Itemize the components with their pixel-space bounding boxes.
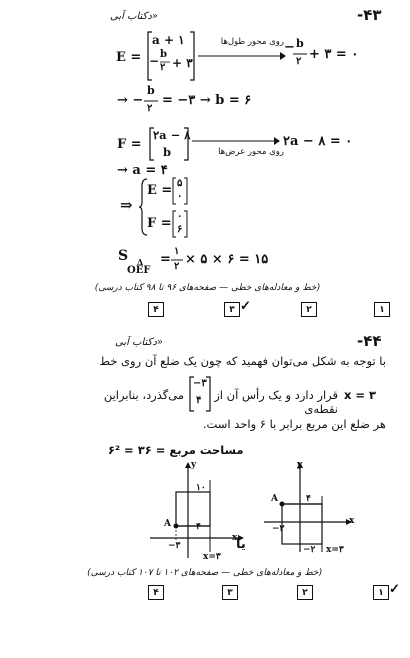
q43-option-3[interactable]: ۳ — [224, 302, 240, 317]
q44-option-1[interactable]: ۱ — [373, 585, 389, 600]
left-graph-y-label: y — [191, 460, 197, 470]
question-43-source: دکتاب آبی» — [110, 11, 158, 22]
step1-den: ۲ — [147, 103, 153, 114]
e-final-top: ۵ — [177, 178, 183, 189]
step1-num: b — [147, 84, 155, 97]
left-graph-xline-label: x=۳ — [203, 552, 221, 562]
e-result-den: ۲ — [296, 56, 302, 67]
q44-line2-post: می‌گذرد، بنابراین — [103, 388, 184, 402]
q44-line2-pre: x = ۳ — [344, 388, 377, 402]
area-sub: OEF — [127, 265, 151, 276]
e-result-num: b — [296, 37, 304, 50]
area-half-den: ۲ — [174, 261, 180, 272]
area-half-num: ۱ — [174, 246, 180, 257]
question-44-number: -۴۴ — [357, 332, 382, 350]
q44-option-4[interactable]: ۴ — [148, 585, 164, 600]
right-graph-four-label: ۴ — [306, 494, 311, 504]
q43-option-1[interactable]: ۱ — [374, 302, 390, 317]
right-graph-x-label: x — [349, 516, 355, 526]
q43-option-2[interactable]: ۲ — [301, 302, 317, 317]
right-graph-a-label: A — [271, 494, 278, 504]
q44-correct-check-icon: ✓ — [389, 582, 400, 597]
f-result: ۲a − ۸ = ۰ — [283, 134, 353, 149]
f-final-label: F = — [147, 216, 172, 231]
or-label: یا — [236, 537, 246, 552]
area-rest: × ۵ × ۶ = ۱۵ — [185, 252, 269, 267]
question-44-reference: (خط و معادله‌های خطی — صفحه‌های ۱۰۲ تا ۱۰۷ کتاب درسی) — [87, 568, 322, 578]
question-43-reference: (خط و معادله‌های خطی — صفحه‌های ۹۶ تا ۹۸ کتاب درسی) — [94, 283, 320, 293]
f-final-bot: ۶ — [177, 224, 183, 235]
f-matrix-top: ۲a − ۸ — [153, 128, 191, 142]
e-arrow-label: روی محور طول‌ها — [220, 37, 284, 47]
q43-correct-check-icon: ✓ — [240, 299, 251, 314]
q44-line2-mid: قرار دارد و یک رأس آن از نقطه‌ی — [214, 388, 338, 416]
f-final-top: ۰ — [177, 211, 183, 222]
q44-area-formula: ۶² = ۳۶ = مساحت مربع — [108, 443, 244, 457]
e-final-label: E = — [147, 183, 173, 198]
left-graph-four-label: ۴ — [196, 522, 201, 532]
implies-symbol: ⇒ — [120, 196, 133, 214]
q44-option-2[interactable]: ۲ — [297, 585, 313, 600]
left-graph-neg3-label: −۳ — [168, 541, 181, 551]
step1-rest: = −۳ → b = ۶ — [162, 93, 252, 108]
right-graph-y-label: y — [297, 460, 303, 470]
right-graph-xline-label: x=۳ — [326, 545, 344, 555]
point-bot: ۴ — [196, 395, 202, 406]
e-matrix-bot-den: ۲ — [160, 62, 166, 73]
area-triangle: Δ — [137, 257, 144, 267]
f-label: F = — [117, 137, 142, 152]
left-graph-x-label: x — [232, 533, 238, 543]
a-result: → a = ۴ — [117, 163, 168, 178]
f-matrix-bot: b — [163, 145, 172, 159]
step1-prefix: → − — [117, 93, 144, 108]
left-graph-a-label: A — [164, 519, 171, 529]
right-graph-neg3-label: −۳ — [272, 524, 285, 534]
f-arrow — [190, 134, 282, 148]
point-top: −۳ — [193, 378, 207, 389]
left-graph-ten-label: ۱۰ — [196, 483, 206, 493]
e-matrix-top: a + ۱ — [152, 33, 185, 47]
q44-line-1: با توجه به شکل می‌توان فهمید که چون یک ضلع آن روی خط — [99, 354, 386, 368]
q44-option-3[interactable]: ۳ — [222, 585, 238, 600]
right-graph-neg2-label: −۲ — [303, 545, 316, 555]
area-eq: = — [160, 252, 171, 267]
area-s: S — [118, 248, 129, 264]
e-arrow — [196, 48, 286, 62]
e-final-bot: ۰ — [177, 191, 183, 202]
e-label: E = — [116, 50, 142, 65]
question-44-source: دکتاب آبی» — [115, 337, 163, 348]
q43-option-4[interactable]: ۴ — [148, 302, 164, 317]
e-result-rest: + ۳ = ۰ — [309, 47, 359, 62]
e-matrix-bot-num: b — [160, 49, 167, 60]
e-matrix-bot-rest: + ۳ — [172, 56, 193, 70]
question-43-number: -۴۳ — [357, 6, 382, 24]
f-arrow-label: روی محور عرض‌ها — [218, 147, 284, 157]
q44-line-3: هر ضلع این مربع برابر با ۶ واحد است. — [202, 417, 386, 431]
